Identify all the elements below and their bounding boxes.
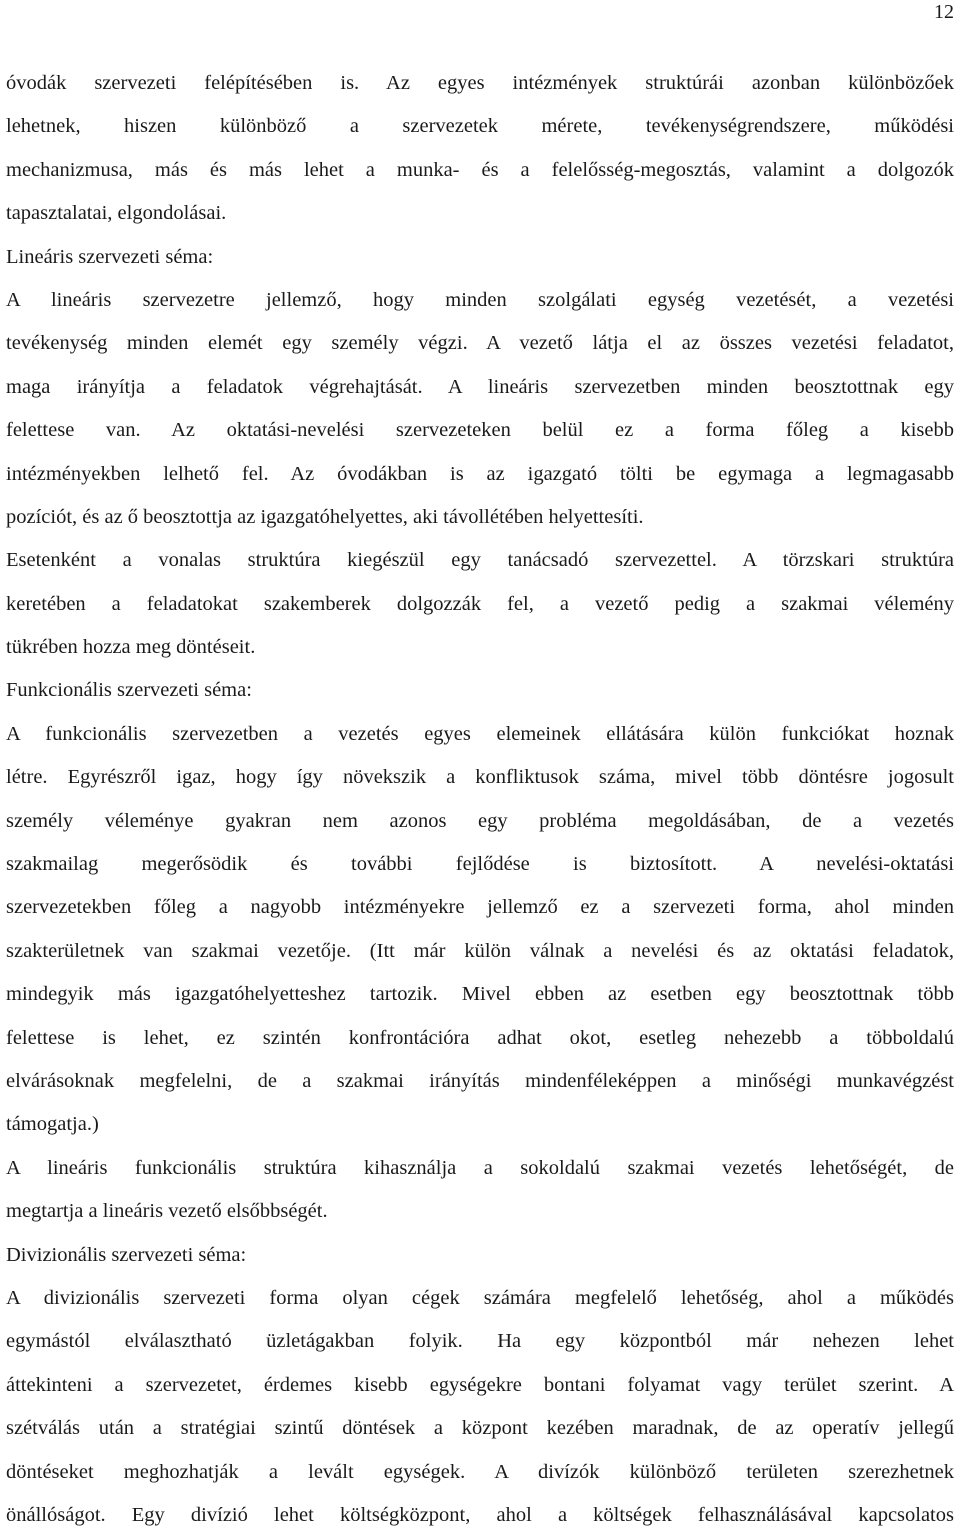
text-line: támogatja.) xyxy=(6,1113,99,1136)
text-line: A lineáris szervezetre jellemző, hogy minden szolgálati egység vezetését, a vezetési xyxy=(6,288,954,311)
text-line: pozíciót, és az ő beosztottja az igazgatóhelyettes, aki távollétében helyettesíti. xyxy=(6,505,644,528)
text-line: keretében a feladatokat szakemberek dolgozzák fel, a vezető pedig a szakmai vélemény xyxy=(6,592,954,615)
text-line: mechanizmusa, más és más lehet a munka- és a felelősség-megosztás, valamint a dolgozók xyxy=(6,158,954,181)
text-line: megtartja a lineáris vezető elsőbbségét. xyxy=(6,1200,328,1223)
text-line: lehetnek, hiszen különböző a szervezetek mérete, tevékenységrendszere, működési xyxy=(6,115,954,138)
page-number: 12 xyxy=(934,1,954,23)
text-line: felettese is lehet, ez szintén konfrontációra adhat okot, esetleg nehezebb a többoldalú xyxy=(6,1026,954,1049)
text-line: létre. Egyrészről igaz, hogy így növekszik a konfliktusok száma, mivel több döntésre jogosult xyxy=(6,766,954,789)
text-line: személy véleménye gyakran nem azonos egy probléma megoldásában, de a vezetés xyxy=(6,809,954,832)
text-line: A lineáris funkcionális struktúra kihasználja a sokoldalú szakmai vezetés lehetőségét, de xyxy=(6,1156,954,1179)
text-line: tevékenység minden elemét egy személy végzi. A vezető látja el az összes vezetési feladatot, xyxy=(6,332,954,355)
text-line: szervezetekben főleg a nagyobb intézményekre jellemző ez a szervezeti forma, ahol minden xyxy=(6,896,954,919)
document-body xyxy=(6,62,954,1537)
text-line: szétválás után a stratégiai szintű döntések a központ kezében maradnak, de az operatív jellegű xyxy=(6,1417,954,1440)
text-line: mindegyik más igazgatóhelyetteshez tartozik. Mivel ebben az esetben egy beosztottnak több xyxy=(6,983,954,1006)
text-line: maga irányítja a feladatok végrehajtását. A lineáris szervezetben minden beosztottnak egy xyxy=(6,375,954,398)
text-line: szakterületnek van szakmai vezetője. (Itt már külön válnak a nevelési és az oktatási feladatok, xyxy=(6,939,954,962)
text-line: tükrében hozza meg döntéseit. xyxy=(6,636,256,659)
text-line: szakmailag megerősödik és további fejlődése is biztosított. A nevelési-oktatási xyxy=(6,853,954,876)
section-heading: Divizionális szervezeti séma: xyxy=(6,1243,247,1266)
text-line: intézményekben lelhető fel. Az óvodákban is az igazgató tölti be egymaga a legmagasabb xyxy=(6,462,954,485)
text-line: felettese van. Az oktatási-nevelési szervezeteken belül ez a forma főleg a kisebb xyxy=(6,419,954,442)
text-line: A divizionális szervezeti forma olyan cégek számára megfelelő lehetőség, ahol a működés xyxy=(6,1286,954,1309)
text-line: döntéseket meghozhatják a levált egységek. A divízók különböző területen szerezhetnek xyxy=(6,1460,954,1483)
text-line: egymástól elválasztható üzletágakban folyik. Ha egy központból már nehezen lehet xyxy=(6,1330,954,1353)
section-heading: Lineáris szervezeti séma: xyxy=(6,245,214,268)
text-line: Esetenként a vonalas struktúra kiegészül egy tanácsadó szervezettel. A törzskari struktúra xyxy=(6,549,954,572)
text-line: áttekinteni a szervezetet, érdemes kisebb egységekre bontani folyamat vagy terület szerint. A xyxy=(6,1373,954,1396)
text-line: tapasztalatai, elgondolásai. xyxy=(6,202,227,225)
text-line: önállóságot. Egy divízió lehet költségközpont, ahol a költségek felhasználásával kapcsolatos xyxy=(6,1503,954,1526)
text-line: A funkcionális szervezetben a vezetés egyes elemeinek ellátására külön funkciókat hoznak xyxy=(6,722,954,745)
text-line: óvodák szervezeti felépítésében is. Az egyes intézmények struktúrái azonban különbözőek xyxy=(6,72,954,94)
text-line: elvárásoknak megfelelni, de a szakmai irányítás mindenféleképpen a minőségi munkavégzést xyxy=(6,1069,954,1092)
section-heading: Funkcionális szervezeti séma: xyxy=(6,679,252,702)
